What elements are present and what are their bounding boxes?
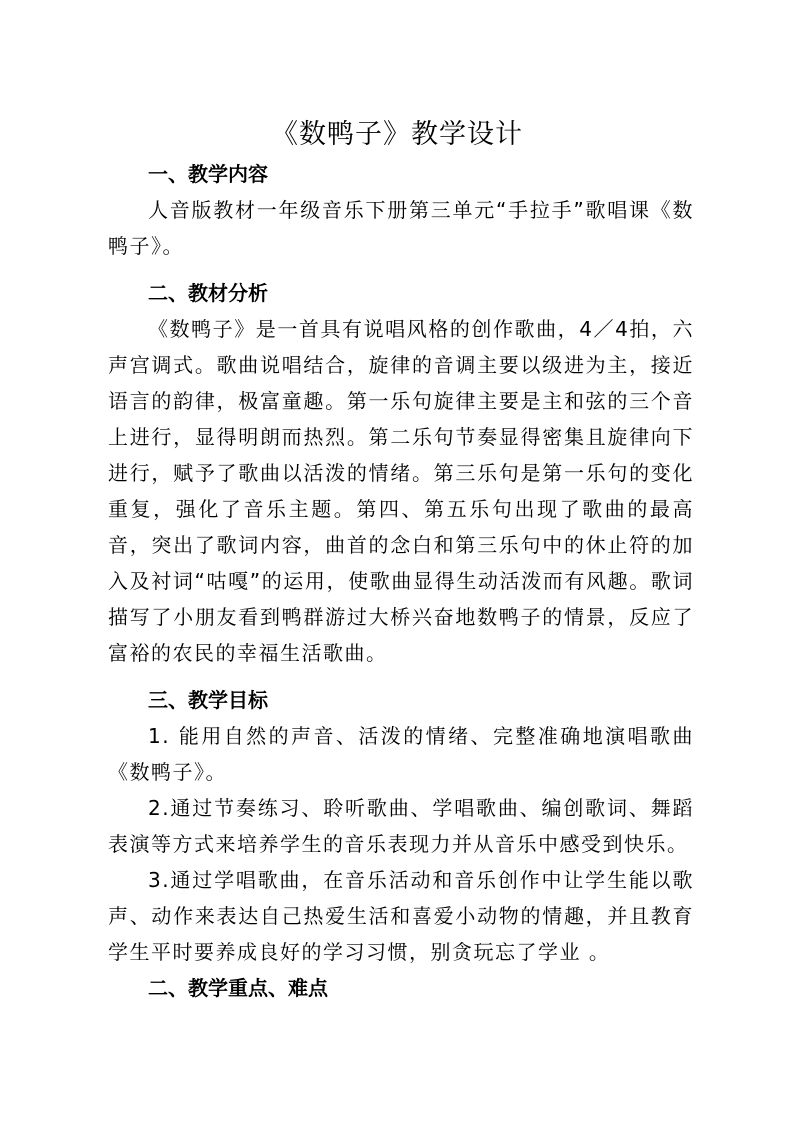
section-heading-goals: 三、教学目标: [148, 688, 268, 712]
goal-item-3: 3.通过学唱歌曲，在音乐活动和音乐创作中让学生能以歌声、动作来表达自己热爱生活和喜爱小动物的情趣，并且教育学生平时要养成良好的学习习惯，别贪玩忘了学业 。: [108, 868, 694, 964]
section-text-analysis: 《数鸭子》是一首具有说唱风格的创作歌曲，4／4拍，六声宫调式。歌曲说唱结合，旋律的音调主要以级进为主，接近语言的韵律，极富童趣。第一乐句旋律主要是主和弦的三个音上进行，显得明朗而热烈。第二乐句节奏显得密集且旋律向下进行，赋予了歌曲以活泼的情绪。第三乐句是第一乐句的变化重复，强化了音乐主题。第四、第五乐句出现了歌曲的最高音，突出了歌词内容，曲首的念白和第三乐句中的休止符的加入及衬词“咕嘎”的运用，使歌曲显得生动活泼而有风趣。歌词描写了小朋友看到鸭群游过大桥兴奋地数鸭子的情景，反应了富裕的农民的幸福生活歌曲。: [108, 317, 694, 665]
section-text-content: 人音版教材一年级音乐下册第三单元“手拉手”歌唱课《数鸭子》。: [108, 198, 694, 258]
section-heading-content: 一、教学内容: [148, 162, 268, 186]
document-body: [108, 156, 694, 1006]
goal-item-1: 1. 能用自然的声音、活泼的情绪、完整准确地演唱歌曲《数鸭子》。: [108, 724, 694, 784]
goal-item-2: 2.通过节奏练习、聆听歌曲、学唱歌曲、编创歌词、舞蹈表演等方式来培养学生的音乐表现力并从音乐中感受到快乐。: [108, 796, 694, 856]
section-heading-analysis: 二、教材分析: [148, 281, 268, 305]
section-heading-key-points: 二、教学重点、难点: [148, 976, 328, 1000]
document-title: 《数鸭子》教学设计: [271, 119, 523, 150]
